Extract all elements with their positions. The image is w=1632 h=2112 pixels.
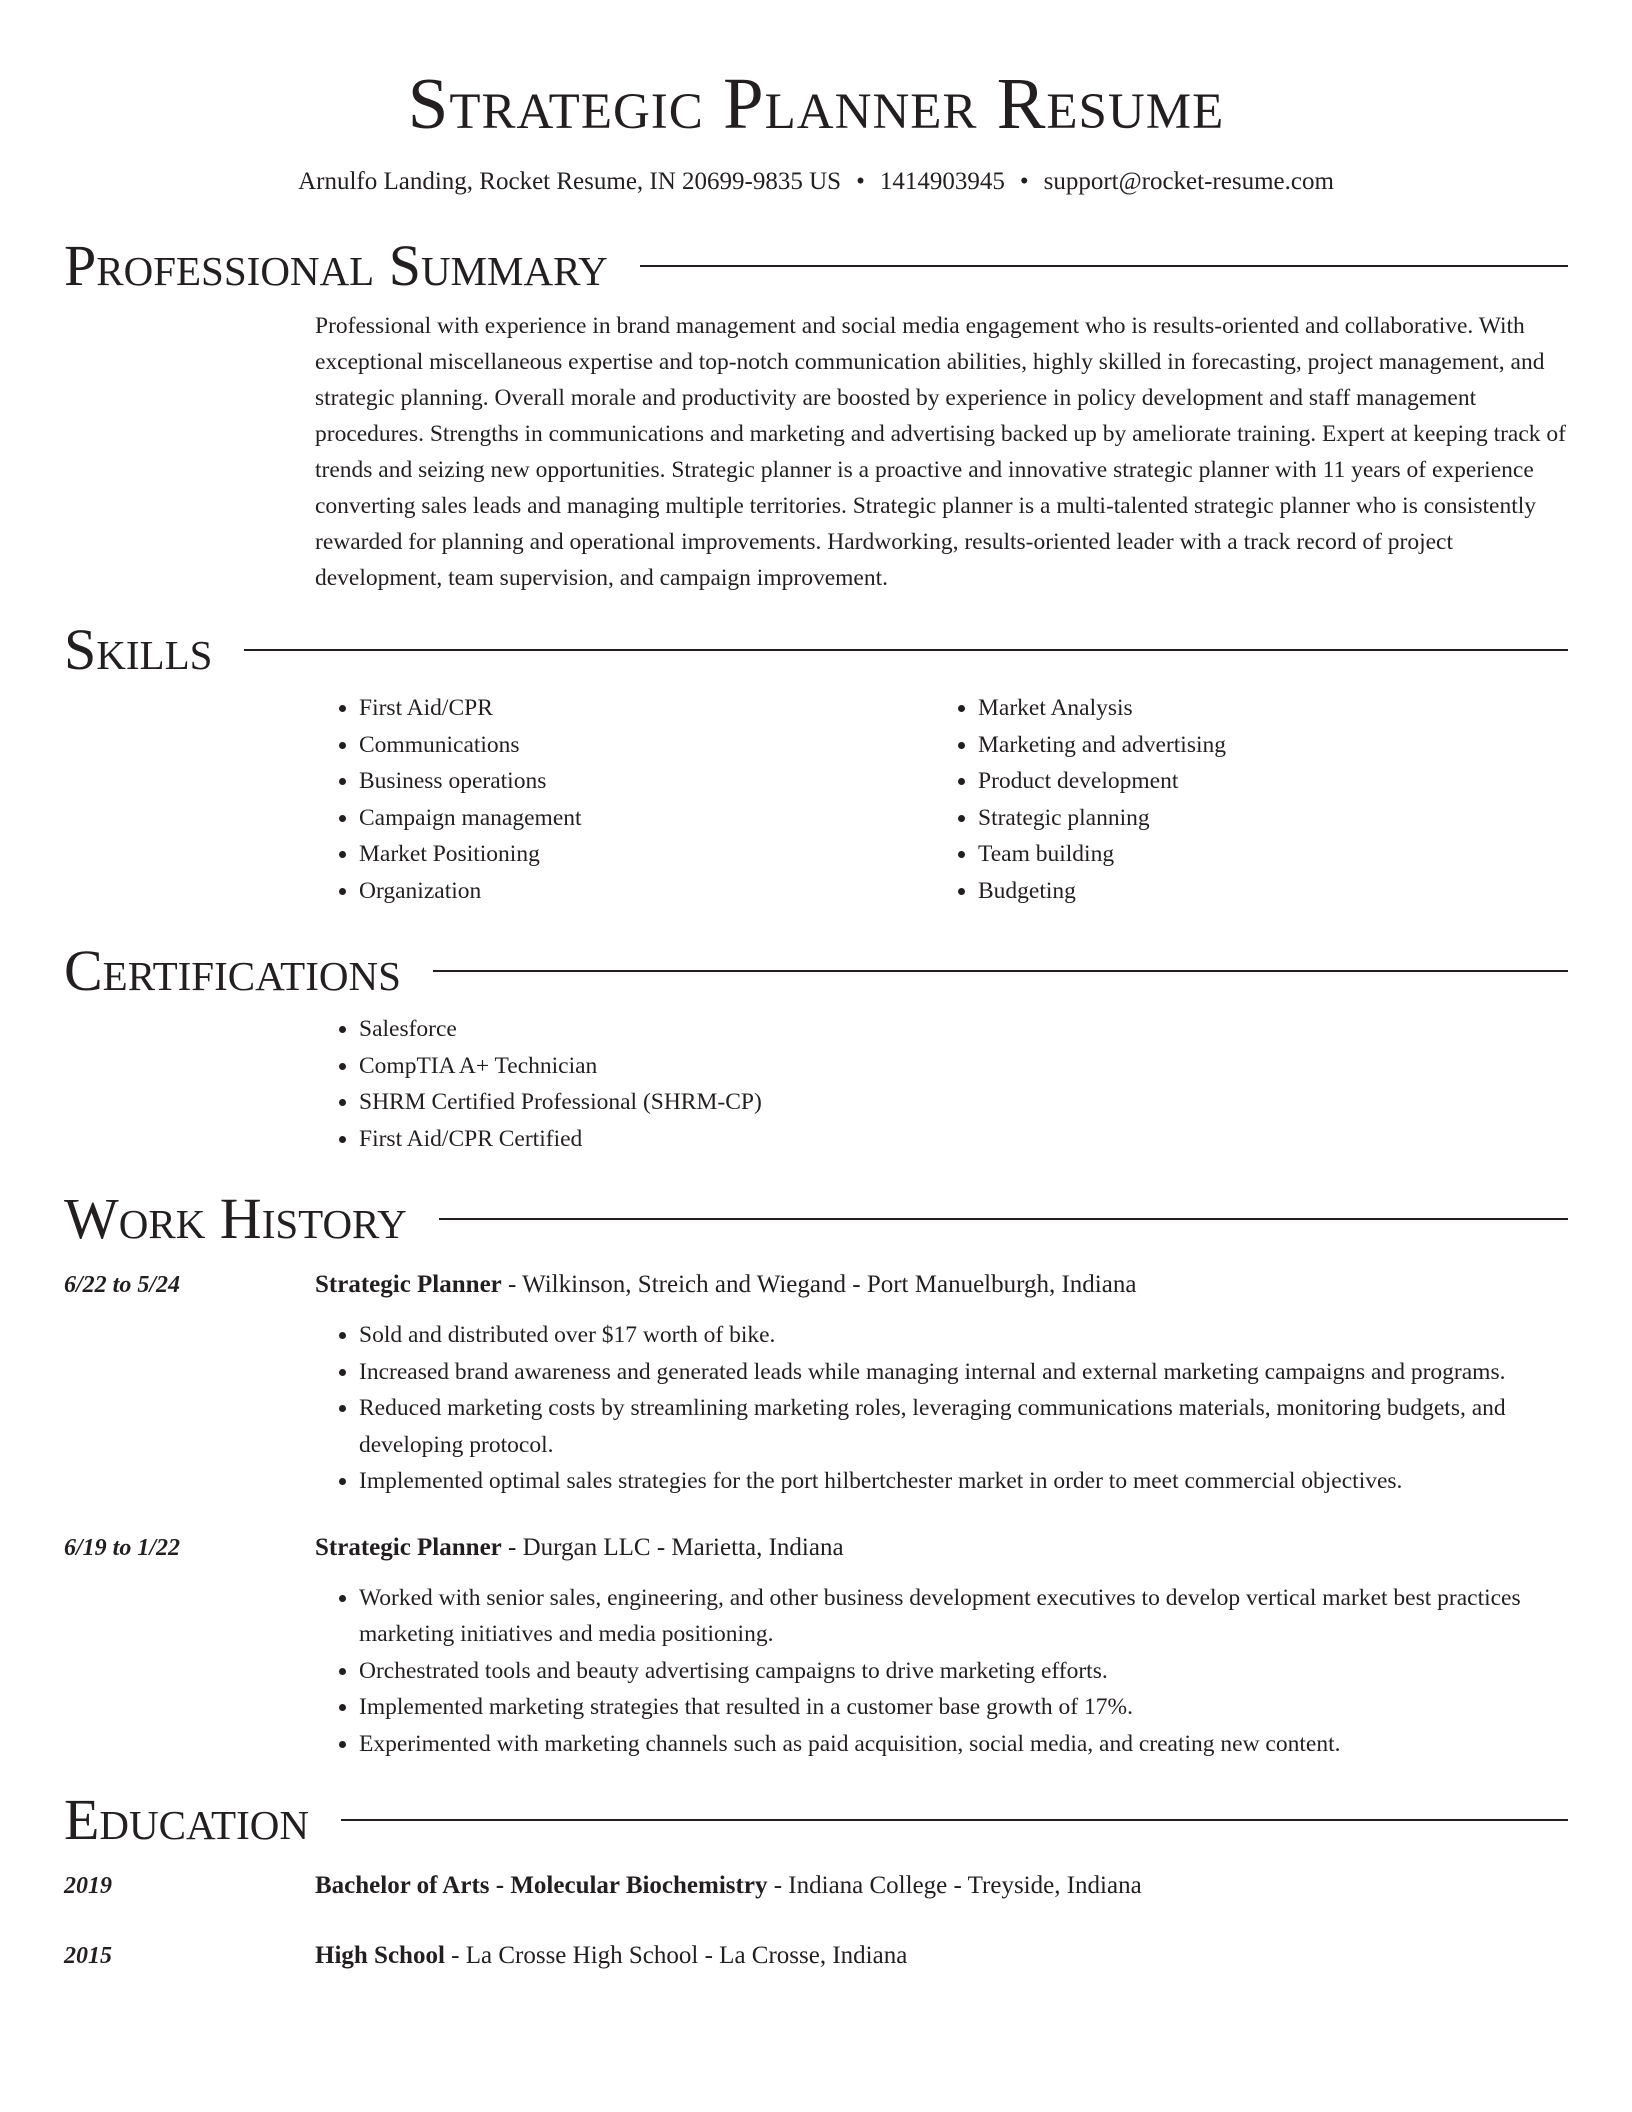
job-bullets (315, 1580, 1568, 1763)
job-bullet: • Experimented with marketing channels such as paid acquisition, social media, and creating new content. (359, 1726, 1568, 1763)
summary-text: Professional with experience in brand management and social media engagement who is results-oriented and collaborative. With exceptional miscellaneous expertise and top-notch communication abilities, highly skilled in forecasting, project management, and strategic planning. Overall morale and productivity are boosted by experience in policy development and staff management procedures. Strengths in communications and marketing and advertising backed up by ameliorate training. Expert at keeping track of trends and seizing new opportunities. Strategic planner is a proactive and innovative strategic planner with 11 years of experience converting sales leads and managing multiple territories. Strategic planner is a multi-talented strategic planner who is consistently rewarded for planning and operational improvements. Hardworking, results-oriented leader with a track record of project development, team supervision, and campaign improvement. (315, 313, 1566, 591)
job-bullet: • Sold and distributed over $17 worth of bike. (359, 1317, 1568, 1354)
skills-section-header (64, 618, 1568, 682)
education-details: - Indiana College - Treyside, Indiana (767, 1872, 1142, 1899)
skill-item: • Strategic planning (978, 800, 1226, 837)
skill-item: • Business operations (359, 763, 934, 800)
section-divider (640, 265, 1568, 267)
job-bullet: • Implemented marketing strategies that resulted in a customer base growth of 17%. (359, 1689, 1568, 1726)
education-heading-line (315, 1938, 1632, 1974)
job-dates: 6/22 to 5/24 (64, 1272, 181, 1298)
job-heading (315, 1530, 1632, 1566)
job-bullets (315, 1317, 1568, 1500)
contact-separator: • (1019, 168, 1029, 195)
contact-separator: • (856, 168, 865, 195)
work-section-header (64, 1187, 1568, 1251)
certification-item: • Salesforce (359, 1011, 1568, 1048)
job-details: - Durgan LLC - Marietta, Indiana (501, 1533, 844, 1561)
skills-section (315, 690, 1568, 909)
skill-item: • First Aid/CPR (359, 690, 934, 727)
job-entry (0, 1267, 1632, 1500)
certification-item: • CompTIA A+ Technician (359, 1048, 1568, 1085)
section-divider (341, 1819, 1568, 1821)
summary-heading: Professional Summary (64, 233, 608, 298)
contact-address: Arnulfo Landing, Rocket Resume, IN 20699-9835 US (298, 168, 842, 195)
education-heading-line (315, 1868, 1632, 1904)
job-title: Strategic Planner (315, 1271, 502, 1298)
job-bullet: • Reduced marketing costs by streamlining marketing roles, leveraging communications materials, monitoring budgets, and developing protocol. (359, 1390, 1568, 1463)
education-entry (0, 1868, 1632, 1904)
skill-item: • Marketing and advertising (978, 727, 1226, 764)
skill-item: • Product development (978, 763, 1226, 800)
skills-heading: Skills (64, 617, 213, 682)
certifications-section (315, 1011, 1568, 1157)
section-divider (433, 970, 1568, 972)
education-year: 2019 (64, 1873, 112, 1899)
summary-section-header (64, 234, 1568, 298)
certification-item: • First Aid/CPR Certified (359, 1121, 1568, 1158)
education-degree: High School (315, 1942, 445, 1969)
skill-item: • Campaign management (359, 800, 934, 837)
certifications-section-header (64, 939, 1568, 1003)
skill-item: • Team building (978, 836, 1226, 873)
summary-section (315, 308, 1568, 596)
education-degree: Bachelor of Arts - Molecular Biochemistry (315, 1872, 768, 1899)
contact-line (0, 166, 1632, 198)
job-heading (315, 1267, 1632, 1303)
section-divider (439, 1218, 1568, 1220)
job-bullet: • Orchestrated tools and beauty advertising campaigns to drive marketing efforts. (359, 1653, 1568, 1690)
education-entry (0, 1938, 1632, 1974)
education-details: - La Crosse High School - La Crosse, Indiana (444, 1942, 908, 1969)
section-divider (244, 649, 1568, 651)
job-title: Strategic Planner (315, 1533, 502, 1561)
education-year: 2015 (64, 1943, 112, 1969)
resume-title: Strategic Planner Resume (407, 63, 1225, 144)
skill-item: • Organization (359, 873, 934, 910)
work-heading: Work History (64, 1186, 407, 1251)
job-details: - Wilkinson, Streich and Wiegand - Port Manuelburgh, Indiana (501, 1271, 1137, 1298)
job-bullet: • Implemented optimal sales strategies for the port hilbertchester market in order to meet commercial objectives. (359, 1463, 1568, 1500)
contact-email: support@rocket-resume.com (1043, 168, 1334, 195)
skills-list-left (315, 690, 934, 909)
skill-item: • Market Positioning (359, 836, 934, 873)
skill-item: • Market Analysis (978, 690, 1226, 727)
job-entry (0, 1530, 1632, 1763)
job-dates: 6/19 to 1/22 (64, 1534, 181, 1561)
certifications-list (315, 1011, 1568, 1157)
education-section-header (64, 1788, 1568, 1852)
skill-item: • Communications (359, 727, 934, 764)
education-heading: Education (64, 1787, 309, 1852)
certifications-heading: Certifications (64, 938, 401, 1003)
skills-list-right (934, 690, 1226, 909)
job-bullet: • Increased brand awareness and generated leads while managing internal and external marketing campaigns and programs. (359, 1354, 1568, 1391)
job-bullet: • Worked with senior sales, engineering, and other business development executives to develop vertical market best practices marketing initiatives and media positioning. (359, 1580, 1568, 1653)
skill-item: • Budgeting (978, 873, 1226, 910)
contact-phone: 1414903945 (879, 168, 1005, 195)
certification-item: • SHRM Certified Professional (SHRM-CP) (359, 1084, 1568, 1121)
